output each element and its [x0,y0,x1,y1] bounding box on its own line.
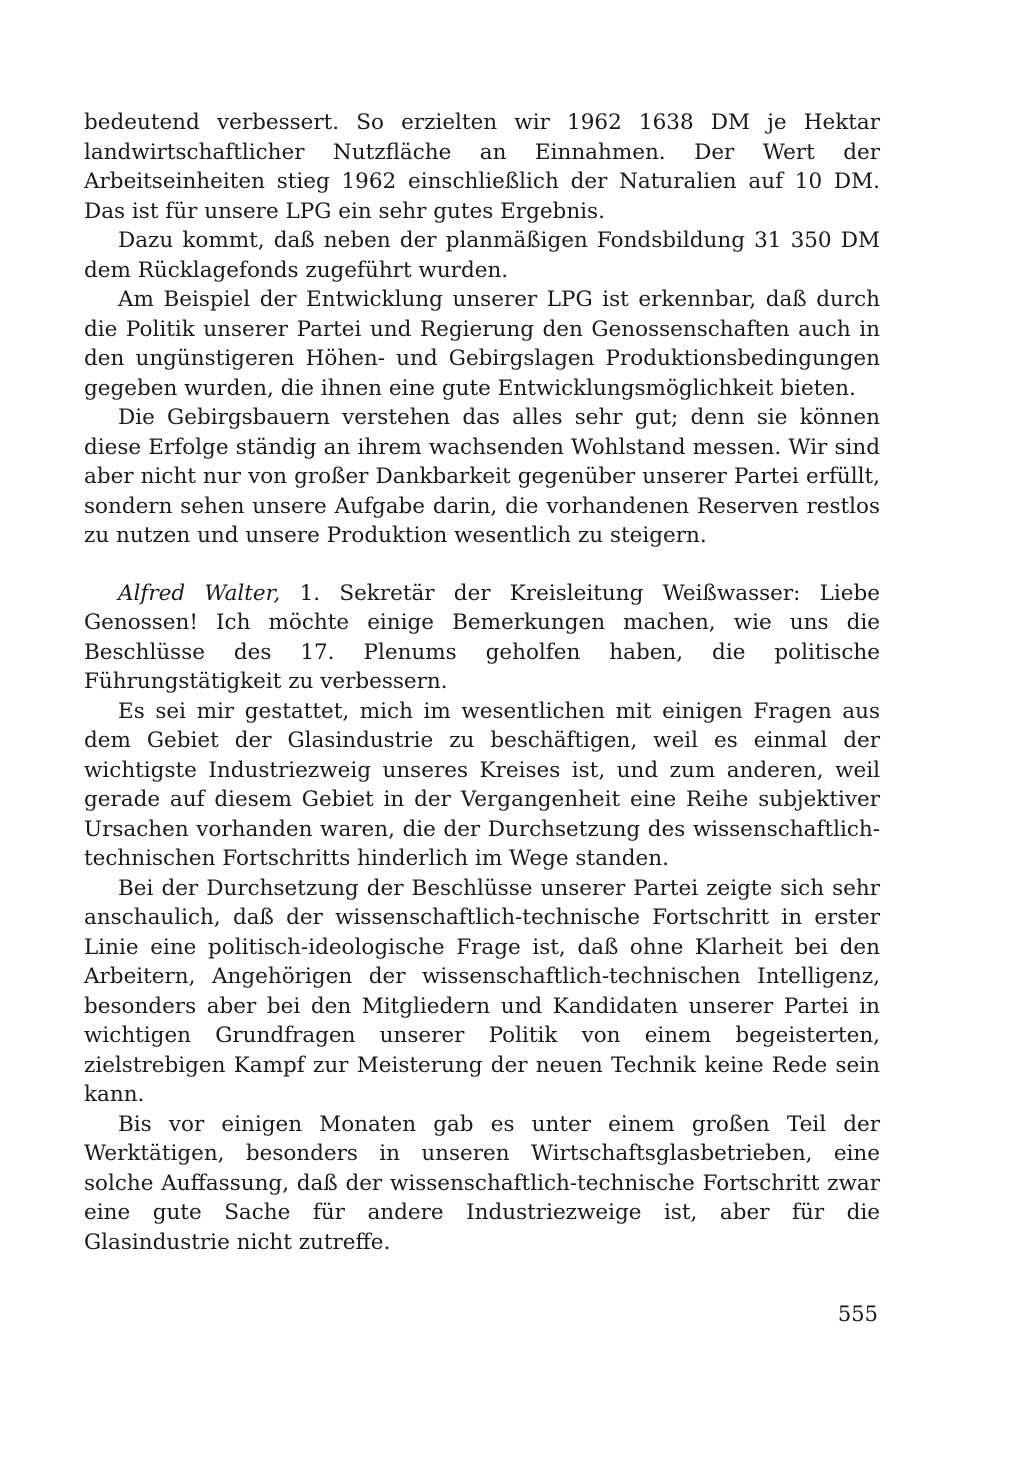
paragraph-auffassung: Bis vor einigen Monaten gab es unter einem großen Teil der Werktätigen, besonders in unseren Wirtschaftsglasbetrieben, eine solche Auffassung, daß der wissenschaftlich-technische Fortschritt zwar eine gute Sache für andere Industriezweige ist, aber für die Glasindustrie nicht zutreffe. [84,1111,880,1255]
paragraph-gebirgsbauern: Die Gebirgsbauern verstehen das alles sehr gut; denn sie können diese Erfolge ständig an ihrem wachsenden Wohlstand messen. Wir sind aber nicht nur von großer Dankbarkeit gegenüber unserer Partei erfüllt, sondern sehen unsere Aufgabe darin, die vorhandenen Reserven restlos zu nutzen und unsere Produktion wesentlich zu steigern. [84,405,880,548]
speech-opening-text: 1. Sekretär der Kreisleitung Weißwasser: Liebe Genossen! Ich möchte einige Bemerkungen machen, wie uns die Beschlüsse des 17. Plenums geholfen haben, die politische Führungstätigkeit zu verbessern. [84,580,880,694]
speech-opening [84,579,880,697]
page-body [84,108,880,1257]
paragraph-continuation: bedeutend verbessert. So erzielten wir 1962 1638 DM je Hektar landwirtschaftlicher Nutzfläche an Einnahmen. Der Wert der Arbeitseinheiten stieg 1962 einschließlich der Naturalien auf 10 DM. Das ist für unsere LPG ein sehr gutes Ergebnis. [84,110,880,224]
speaker-name: Alfred Walter, [118,580,281,606]
paragraph-entwicklung-lpg: Am Beispiel der Entwicklung unserer LPG ist erkennbar, daß durch die Politik unserer Partei und Regierung den Genossenschaften auch in den ungünstigeren Höhen- und Gebirgslagen Produktionsbedingungen gegeben wurden, die ihnen eine gute Entwicklungsmöglichkeit bieten. [84,287,880,401]
paragraph-ruecklagefonds: Dazu kommt, daß neben der planmäßigen Fondsbildung 31 350 DM dem Rücklagefonds zugeführt wurden. [84,228,880,283]
page-number: 555 [837,1302,878,1326]
paragraph-glasindustrie: Es sei mir gestattet, mich im wesentlichen mit einigen Fragen aus dem Gebiet der Glasindustrie zu beschäftigen, weil es einmal der wichtigste Industriezweig unseres Kreises ist, und zum anderen, weil gerade auf diesem Gebiet in der Vergangenheit eine Reihe subjektiver Ursachen vorhanden waren, die der Durchsetzung des wissenschaftlich-technischen Fortschritts hinderlich im Wege standen. [84,698,880,871]
paragraph-beschluesse: Bei der Durchsetzung der Beschlüsse unserer Partei zeigte sich sehr anschaulich, daß der wissenschaftlich-technische Fortschritt in erster Linie eine politisch-ideologische Frage ist, daß ohne Klarheit bei den Arbeitern, Angehörigen der wissenschaftlich-technischen Intelligenz, besonders aber bei den Mitgliedern und Kandidaten unserer Partei in wichtigen Grundfragen unserer Politik von einem begeisterten, zielstrebigen Kampf zur Meisterung der neuen Technik keine Rede sein kann. [84,875,880,1107]
